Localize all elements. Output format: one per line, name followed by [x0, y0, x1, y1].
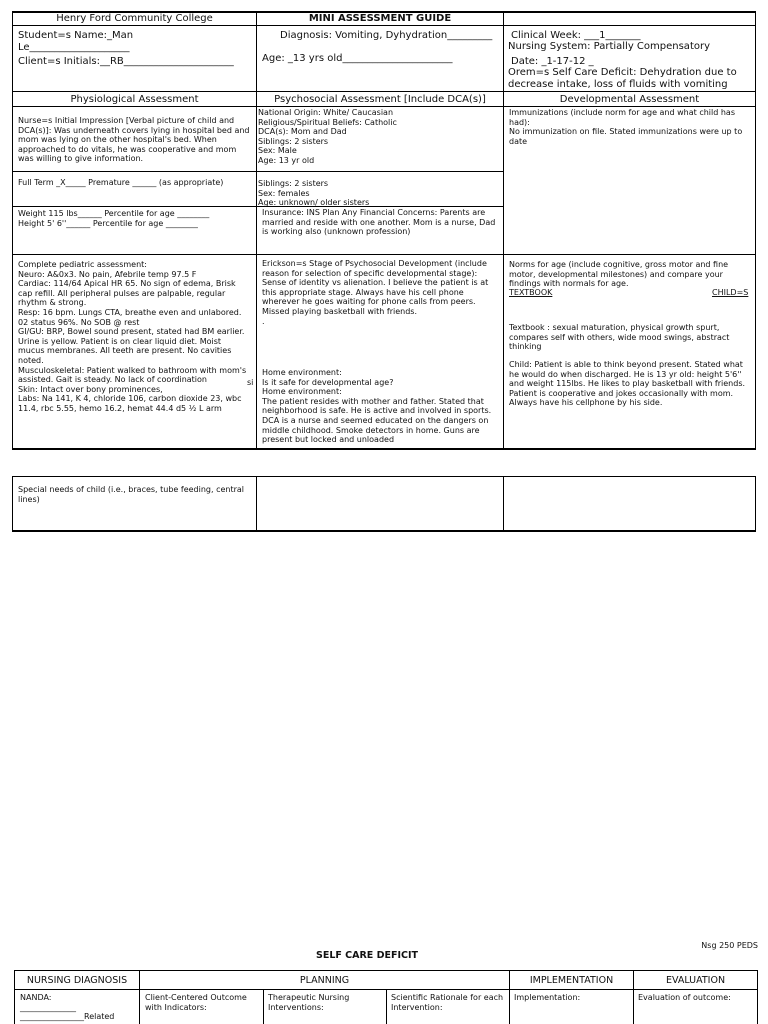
siblings-info: Siblings: 2 sisters Sex: females Age: unknown/ older sisters	[258, 179, 370, 208]
special-needs-bottom	[12, 530, 756, 532]
physiological-heading: Physiological Assessment	[70, 94, 199, 105]
header-divider	[12, 25, 756, 26]
diagnosis-field: Diagnosis: Vomiting, Dyhydration_________	[280, 30, 493, 41]
date-field: Date: _1-17-12 _	[511, 56, 594, 67]
insurance-info: Insurance: INS Plan Any Financial Concerns: Parents are married and reside with one another. Mom is a nurse, Dad is working also (unknown profession)	[262, 208, 496, 237]
course-code: Nsg 250 PEDS	[701, 941, 758, 950]
column-divider-1	[256, 11, 257, 449]
page-title: MINI ASSESSMENT GUIDE	[308, 13, 452, 24]
therapeutic-interventions-field: Therapeutic Nursing Interventions:	[268, 993, 350, 1012]
orem-deficit-field: Orem=s Self Care Deficit: Dehydration due to decrease intake, loss of fluids with vomiting	[508, 67, 737, 90]
care-plan-divider-3	[386, 989, 387, 1024]
erickson-stage: Erickson=s Stage of Psychosocial Development (include reason for selection of specific developmental stage): Sense of identity vs alienation. I believe the patient is at this appropriate stage. Always have his cell phone wherever he goes waiting for phone calls from peers. Missed playing basketball with friends. .	[262, 259, 489, 326]
margin-mark: si	[247, 378, 254, 387]
client-outcome-field: Client-Centered Outcome with Indicators:	[145, 993, 247, 1012]
student-name-field: Student=s Name:_Man Le____________________	[18, 30, 134, 53]
care-plan-right	[757, 970, 758, 1024]
pediatric-assessment: Complete pediatric assessment: Neuro: A&0x3. No pain, Afebrile temp 97.5 F Cardiac: 114/64 Apical HR 65. No sign of edema, Brisk cap refill. All peripheral pulses are palpable, regular rhythm & strong. Resp: 16 bpm. Lungs CTA, breathe even and unlabored. 02 status 96%. No SOB @ rest GI/GU: BRP, Bowel sound present, stated had BM earlier. Urine is yellow. Patient is on clear liquid diet. Moist mucus membranes. All teeth are present. No cavities noted. Musculoskeletal: Patient walked to bathroom with mom's assisted. Gait is steady. No lack of coordination Skin: Intact over bony prominences, Labs: Na 141, K 4, chloride 106, carbon dioxide 23, wbc 11.4, rbc 5.55, hemo 16.2, hemat 44.4 d5 ½ L arm	[18, 260, 247, 413]
evaluation-field: Evaluation of outcome:	[638, 993, 731, 1002]
section-header-bottom	[12, 106, 756, 107]
table-left-border	[12, 11, 13, 449]
implementation-field: Implementation:	[514, 993, 581, 1002]
special-needs-left	[12, 476, 13, 531]
special-needs-top	[12, 476, 756, 477]
scientific-rationale-field: Scientific Rationale for each Intervention:	[391, 993, 504, 1012]
college-name: Henry Ford Community College	[56, 13, 213, 24]
nanda-field: NANDA: ______________ ________________Related	[20, 993, 115, 1022]
term-status: Full Term _X_____ Premature ______ (as appropriate)	[18, 178, 224, 187]
initial-impression: Nurse=s Initial Impression [Verbal picture of child and DCA(s)]: Was underneath covers lying in hospital bed and mom was lying on the other hospital's bed. When approached to do vitals, he was cooperative and mom was willing to give information.	[18, 116, 250, 164]
developmental-heading: Developmental Assessment	[559, 94, 700, 105]
care-plan-top	[14, 970, 758, 971]
row-divider-1a	[12, 171, 503, 172]
row-divider-2	[12, 254, 756, 255]
weight-height: Weight 115 lbs______ Percentile for age ________ Height 5' 6''______ Percentile for age ________	[18, 209, 210, 228]
nursing-system-field: Nursing System: Partially Compensatory	[508, 41, 711, 52]
child-label: CHILD=S	[712, 288, 749, 297]
origin-and-beliefs: National Origin: White/ Caucasian Religious/Spiritual Beliefs: Catholic DCA(s): Mom and Dad Siblings: 2 sisters Sex: Male Age: 13 yr old	[258, 108, 397, 165]
col-evaluation: EVALUATION	[665, 975, 726, 986]
col-planning: PLANNING	[299, 975, 350, 986]
textbook-norms: Textbook : sexual maturation, physical growth spurt, compares self with others, wide mood swings, abstract thinking	[509, 323, 730, 352]
home-environment: Home environment: Is it safe for developmental age? Home environment: The patient resides with mother and father. Stated that neighborhood is safe. He is active and involved in sports. DCA is a nurse and seemed educated on the dangers on middle childhood. Smoke detectors in home. Guns are present but locked and unloaded	[262, 368, 492, 445]
self-care-deficit-title: SELF CARE DEFICIT	[315, 950, 418, 961]
age-field: Age: _13 yrs old______________________	[262, 53, 453, 64]
immunizations: Immunizations (include norm for age and what child has had): No immunization on file. Stated immunizations were up to date	[509, 108, 743, 146]
col-nursing-diagnosis: NURSING DIAGNOSIS	[26, 975, 128, 986]
special-needs-right	[755, 476, 756, 531]
textbook-label: TEXTBOOK	[509, 288, 553, 297]
table-bottom-border	[12, 448, 756, 450]
col-implementation: IMPLEMENTATION	[529, 975, 614, 986]
child-findings: Child: Patient is able to think beyond present. Stated what he would do when discharged. He is 13 yr old: height 5'6'' and weight 115lbs. He likes to play basketball with friends. Patient is cooperative and jokes occasionally with mom. Always have his cellphone by his side.	[509, 360, 746, 408]
care-plan-divider-2	[263, 989, 264, 1024]
section-header-top	[12, 91, 756, 92]
special-needs-label: Special needs of child (i.e., braces, tube feeding, central lines)	[18, 485, 245, 504]
client-initials-field: Client=s Initials:__RB______________________	[18, 56, 234, 67]
column-divider-2	[503, 11, 504, 449]
special-needs-divider-2	[503, 476, 504, 531]
clinical-week-field: Clinical Week: ___1_______	[511, 30, 641, 41]
table-right-border	[755, 11, 756, 449]
special-needs-divider-1	[256, 476, 257, 531]
psychosocial-heading: Psychosocial Assessment [Include DCA(s)]	[274, 94, 486, 105]
developmental-norms: Norms for age (include cognitive, gross motor and fine motor, developmental milestones) and compare your findings with normals for age.	[509, 260, 729, 289]
